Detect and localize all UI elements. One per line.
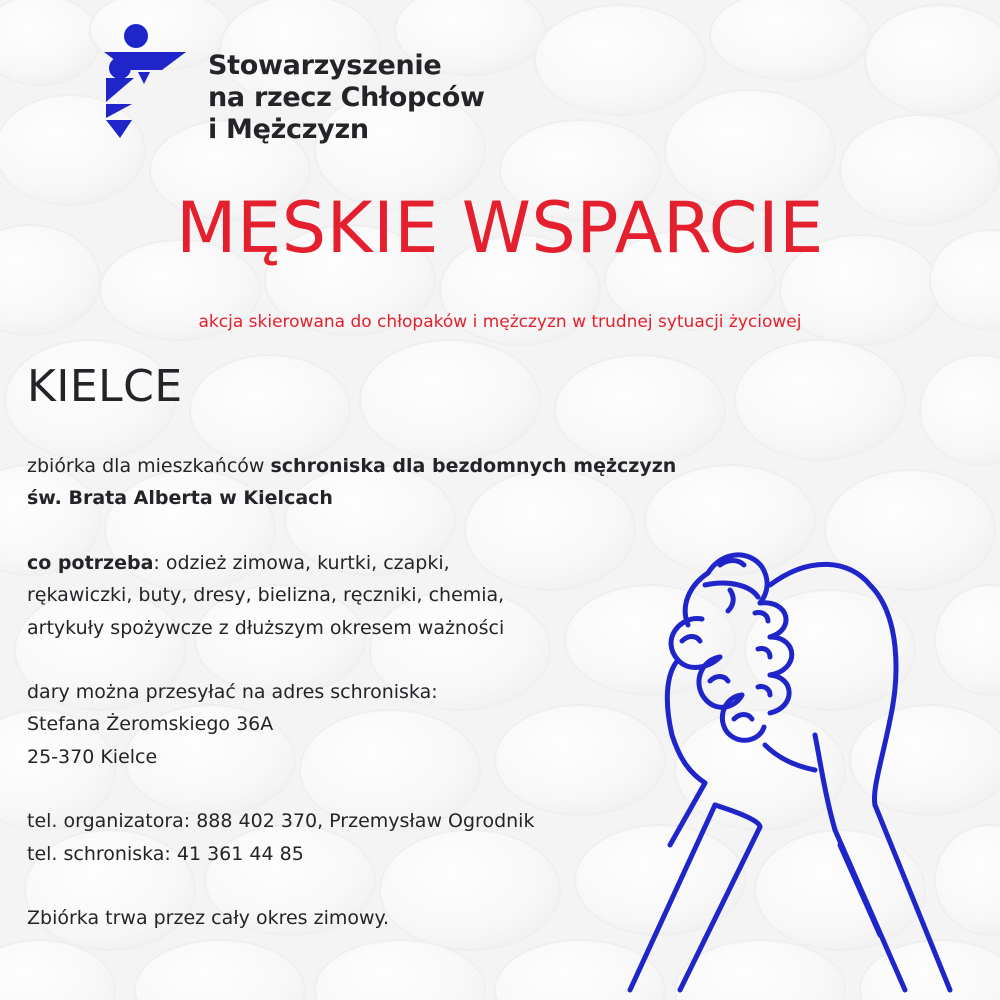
address-street: Stefana Żeromskiego 36A — [27, 713, 274, 736]
city-heading: KIELCE — [27, 361, 183, 412]
spacer — [27, 515, 687, 547]
needs-line2: rękawiczki, buty, dresy, bielizna, ręczniki, chemia, — [27, 584, 505, 607]
needs-line1 — [27, 547, 687, 579]
needs-line3: artykuły spożywcze z dłuższym okresem ważności — [27, 616, 505, 639]
org-name-line3: i Mężczyzn — [208, 114, 369, 145]
shelter-name-line1: schroniska dla bezdomnych mężczyzn — [270, 455, 677, 477]
org-name-line2: na rzecz Chłopców — [208, 82, 485, 113]
address-intro: dary można przesyłać na adres schroniska: — [27, 681, 438, 704]
address-postal: 25-370 Kielce — [27, 745, 158, 768]
spacer — [27, 644, 687, 676]
collection-line2 — [27, 482, 687, 514]
organizer-phone: tel. organizatora: 888 402 370, Przemysław Ogrodnik — [27, 810, 535, 833]
organization-name — [208, 50, 485, 146]
org-name-line1: Stowarzyszenie — [208, 50, 442, 81]
campaign-headline: MĘSKIE WSPARCIE — [176, 187, 824, 269]
campaign-subtitle: akcja skierowana do chłopaków i mężczyzn w trudnej sytuacji życiowej — [198, 312, 802, 332]
spacer — [27, 773, 687, 805]
spacer — [27, 870, 687, 902]
closing-note: Zbiórka trwa przez cały okres zimowy. — [27, 907, 390, 930]
association-logo-icon — [70, 22, 190, 140]
collection-intro: zbiórka dla mieszkańców — [27, 455, 271, 477]
needs-label: co potrzeba — [27, 551, 154, 574]
shelter-phone: tel. schroniska: 41 361 44 85 — [27, 842, 304, 865]
shelter-name-line2: św. Brata Alberta w Kielcach — [27, 487, 333, 510]
campaign-details — [27, 450, 687, 934]
clasped-hands-icon — [610, 545, 960, 995]
needs-text-1: : odzież zimowa, kurtki, czapki, — [153, 551, 450, 574]
collection-line1 — [27, 450, 687, 482]
